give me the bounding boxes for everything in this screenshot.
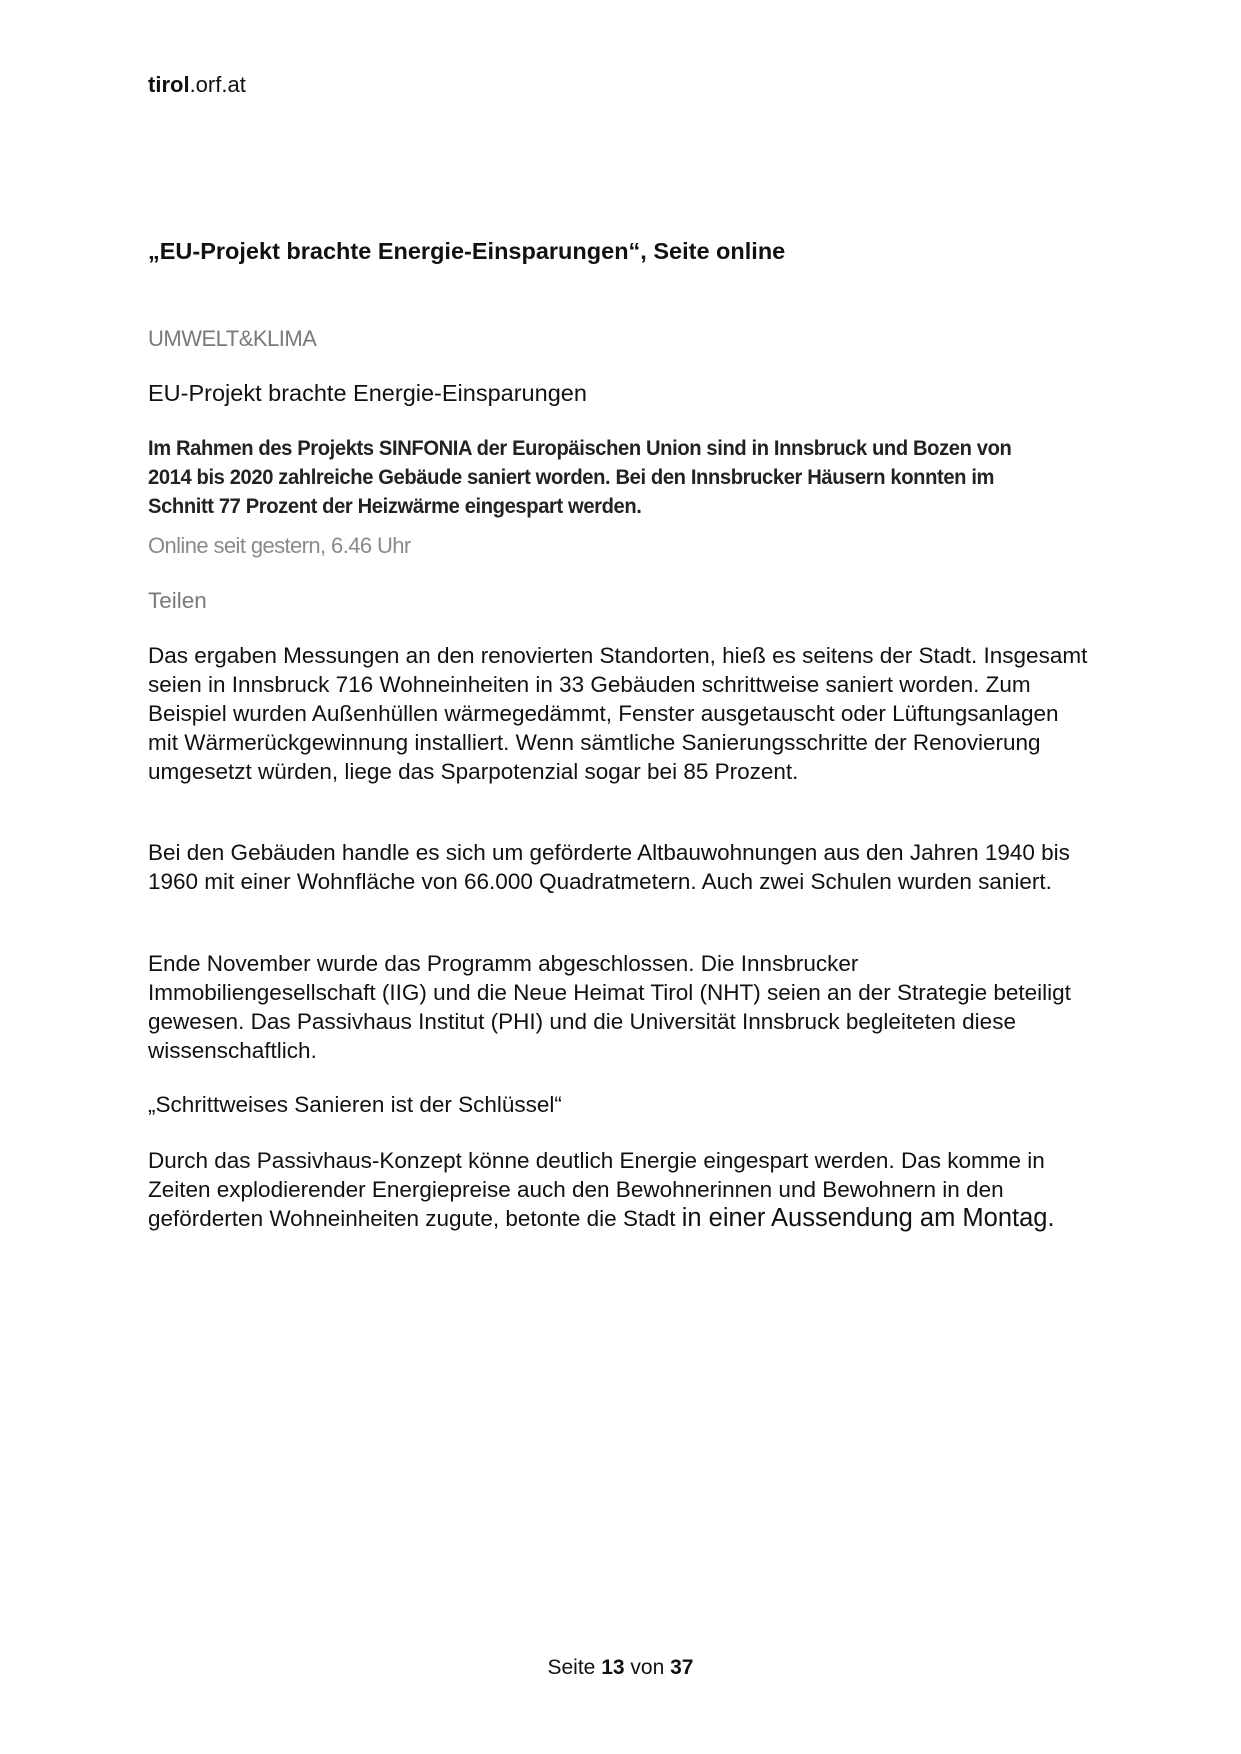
page-number-footer bbox=[0, 1656, 1241, 1680]
article-paragraph: Ende November wurde das Programm abgeschlossen. Die Innsbrucker Immobiliengesellschaft (IIG) und die Neue Heimat Tirol (NHT) seien an der Strategie beteiligt gewesen. Das Passivhaus Institut (PHI) und die Universität Innsbruck begleiteten diese wissenschaftlich. bbox=[148, 951, 1071, 1063]
page-total: 37 bbox=[670, 1656, 694, 1679]
article-headline: EU-Projekt brachte Energie-Einsparungen bbox=[148, 380, 587, 406]
article-paragraph-last-main: Durch das Passivhaus-Konzept könne deutlich Energie eingespart werden. Das komme in Zeiten explodierender Energiepreise auch den Bewohnerinnen und Bewohnern in den geförderten Wohneinheiten zugute, betonte die Stadt bbox=[148, 1148, 1045, 1231]
article-dateline: Online seit gestern, 6.46 Uhr bbox=[148, 533, 411, 558]
source-site-label bbox=[148, 72, 246, 98]
article-lead: Im Rahmen des Projekts SINFONIA der Europäischen Union sind in Innsbruck und Bozen von 2014 bis 2020 zahlreiche Gebäude saniert worden. Bei den Innsbrucker Häusern konnten im Schnitt 77 Prozent der Heizwärme eingespart werden. bbox=[148, 437, 1012, 518]
source-site-domain: .orf.at bbox=[189, 72, 246, 97]
page-prefix: Seite bbox=[547, 1656, 596, 1679]
article-paragraph: Bei den Gebäuden handle es sich um geförderte Altbauwohnungen aus den Jahren 1940 bis 1960 mit einer Wohnfläche von 66.000 Quadratmetern. Auch zwei Schulen wurden saniert. bbox=[148, 840, 1070, 894]
share-link[interactable]: Teilen bbox=[148, 588, 207, 613]
article-subheading: „Schrittweises Sanieren ist der Schlüssel“ bbox=[148, 1092, 562, 1117]
page-current: 13 bbox=[601, 1656, 625, 1679]
article-paragraph: Das ergaben Messungen an den renovierten Standorten, hieß es seitens der Stadt. Insgesamt seien in Innsbruck 716 Wohneinheiten in 33 Gebäuden schrittweise saniert worden. Zum Beispiel wurden Außenhüllen wärmegedämmt, Fenster ausgetauscht oder Lüftungsanlagen mit Wärmerückgewinnung installiert. Wenn sämtliche Sanierungsschritte der Renovierung umgesetzt würden, liege das Sparpotenzial sogar bei 85 Prozent. bbox=[148, 643, 1088, 784]
article-paragraph-last bbox=[148, 1146, 1088, 1233]
article-paragraph-last-tail: in einer Aussendung am Montag. bbox=[681, 1204, 1055, 1232]
document-title: „EU-Projekt brachte Energie-Einsparungen“, Seite online bbox=[148, 238, 786, 264]
page-separator: von bbox=[630, 1656, 665, 1679]
article-category: UMWELT&KLIMA bbox=[148, 326, 317, 351]
source-site-bold: tirol bbox=[148, 72, 190, 97]
